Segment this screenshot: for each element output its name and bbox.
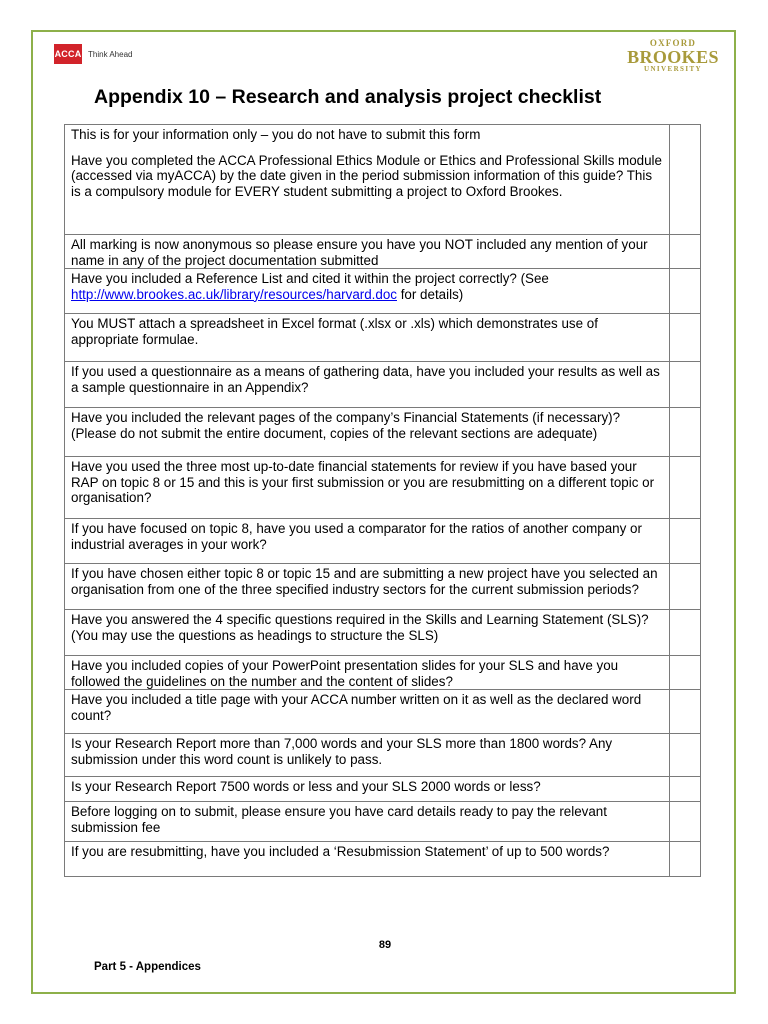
checklist-text: Before logging on to submit, please ensure you have card details ready to pay the relevant submission fee	[71, 804, 607, 835]
checklist-row	[65, 610, 701, 656]
checkbox-cell[interactable]	[670, 125, 701, 235]
acca-logo-mark: ACCA	[54, 44, 82, 64]
checklist-text: If you are resubmitting, have you included a ‘Resubmission Statement’ of up to 500 words?	[71, 844, 610, 860]
checklist-text: This is for your information only – you do not have to submit this form	[71, 127, 481, 142]
checklist-row	[65, 457, 701, 519]
checklist-question	[65, 656, 670, 690]
checklist-question	[65, 842, 670, 877]
checklist-question	[65, 408, 670, 457]
checkbox-cell[interactable]	[670, 314, 701, 362]
checklist-question	[65, 610, 670, 656]
checkbox-cell[interactable]	[670, 734, 701, 777]
checkbox-cell[interactable]	[670, 802, 701, 842]
checklist-text: Have you used the three most up-to-date financial statements for review if you have based your RAP on topic 8 or 15 and this is your first submission or you are resubmitting on a different topic or organisation?	[71, 459, 655, 506]
oxford-brookes-logo	[626, 39, 720, 73]
checkbox-cell[interactable]	[670, 777, 701, 802]
checklist-row	[65, 734, 701, 777]
checklist-text: If you have chosen either topic 8 or topic 15 and are submitting a new project have you selected an organisation from one of the three specified industry sectors for the current submission periods?	[71, 566, 658, 597]
checklist-text: Is your Research Report more than 7,000 words and your SLS more than 1800 words? Any submission under this word count is unlikely to pass.	[71, 736, 613, 767]
checklist-text	[71, 271, 663, 302]
checklist-question	[65, 564, 670, 610]
checklist-text: Have you answered the 4 specific questions required in the Skills and Learning Statement (SLS)? (You may use the questions as headings to structure the SLS)	[71, 612, 649, 643]
checklist-text: Is your Research Report 7500 words or less and your SLS 2000 words or less?	[71, 779, 541, 795]
checklist-question	[65, 734, 670, 777]
checklist-question	[65, 125, 670, 235]
checklist-row	[65, 125, 701, 235]
checklist-text-part: for details)	[396, 286, 464, 302]
checklist-text: Have you included copies of your PowerPoint presentation slides for your SLS and have you followed the guidelines on the number and the content of slides?	[71, 658, 619, 689]
brookes-logo-line3: UNIVERSITY	[644, 65, 702, 73]
checkbox-cell[interactable]	[670, 564, 701, 610]
checklist-question	[65, 457, 670, 519]
checklist-text: You MUST attach a spreadsheet in Excel format (.xlsx or .xls) which demonstrates use of appropriate formulae.	[71, 316, 598, 347]
checkbox-cell[interactable]	[670, 519, 701, 564]
checklist-question	[65, 519, 670, 564]
checklist-text-part: Have you included a Reference List and cited it within the project correctly? (See	[71, 271, 549, 287]
checklist-row	[65, 564, 701, 610]
acca-logo	[54, 44, 132, 64]
checklist-text: If you have focused on topic 8, have you used a comparator for the ratios of another company or industrial averages in your work?	[71, 521, 642, 552]
checklist-row	[65, 408, 701, 457]
checklist-row	[65, 314, 701, 362]
checklist-question	[65, 802, 670, 842]
checklist-text: If you used a questionnaire as a means of gathering data, have you included your results as well as a sample questionnaire in an Appendix?	[71, 364, 660, 395]
checkbox-cell[interactable]	[670, 610, 701, 656]
footer-section-label: Part 5 - Appendices	[94, 961, 201, 973]
brookes-logo-line2: BROOKES	[627, 47, 719, 67]
checklist-question	[65, 777, 670, 802]
checklist-row	[65, 235, 701, 269]
checklist-row	[65, 690, 701, 734]
checklist-question	[65, 269, 670, 314]
harvard-guide-link[interactable]: http://www.brookes.ac.uk/library/resources/harvard.doc	[71, 286, 397, 302]
checkbox-cell[interactable]	[670, 656, 701, 690]
page-title: Appendix 10 – Research and analysis project checklist	[94, 86, 602, 108]
checkbox-cell[interactable]	[670, 457, 701, 519]
checklist-question	[65, 314, 670, 362]
checkbox-cell[interactable]	[670, 235, 701, 269]
checklist-text: Have you included a title page with your ACCA number written on it as well as the declared word count?	[71, 692, 642, 723]
checklist-question	[65, 690, 670, 734]
checklist-question	[65, 235, 670, 269]
checklist-row	[65, 656, 701, 690]
checklist-row	[65, 842, 701, 877]
checklist-table	[64, 124, 701, 877]
checklist-question	[65, 362, 670, 408]
checklist-row	[65, 802, 701, 842]
checkbox-cell[interactable]	[670, 362, 701, 408]
checklist-text: Have you completed the ACCA Professional Ethics Module or Ethics and Professional Skills module (accessed via myACCA) by the date given in the period submission information of this guide? This is a compulsory module for EVERY student submitting a project to Oxford Brookes.	[71, 152, 662, 199]
checkbox-cell[interactable]	[670, 842, 701, 877]
brookes-logo-line1: OXFORD	[649, 38, 697, 48]
acca-tagline: Think Ahead	[88, 49, 133, 59]
checklist-row	[65, 777, 701, 802]
checkbox-cell[interactable]	[670, 408, 701, 457]
checkbox-cell[interactable]	[670, 690, 701, 734]
checklist-row	[65, 269, 701, 314]
page-number: 89	[378, 939, 392, 951]
checkbox-cell[interactable]	[670, 269, 701, 314]
checklist-text: All marking is now anonymous so please ensure you have you NOT included any mention of your name in any of the project documentation submitted	[71, 237, 648, 268]
checklist-row	[65, 519, 701, 564]
checklist-row	[65, 362, 701, 408]
checklist-text: Have you included the relevant pages of the company’s Financial Statements (if necessary)? (Please do not submit the entire document, copies of the relevant sections are adequate)	[71, 410, 621, 441]
